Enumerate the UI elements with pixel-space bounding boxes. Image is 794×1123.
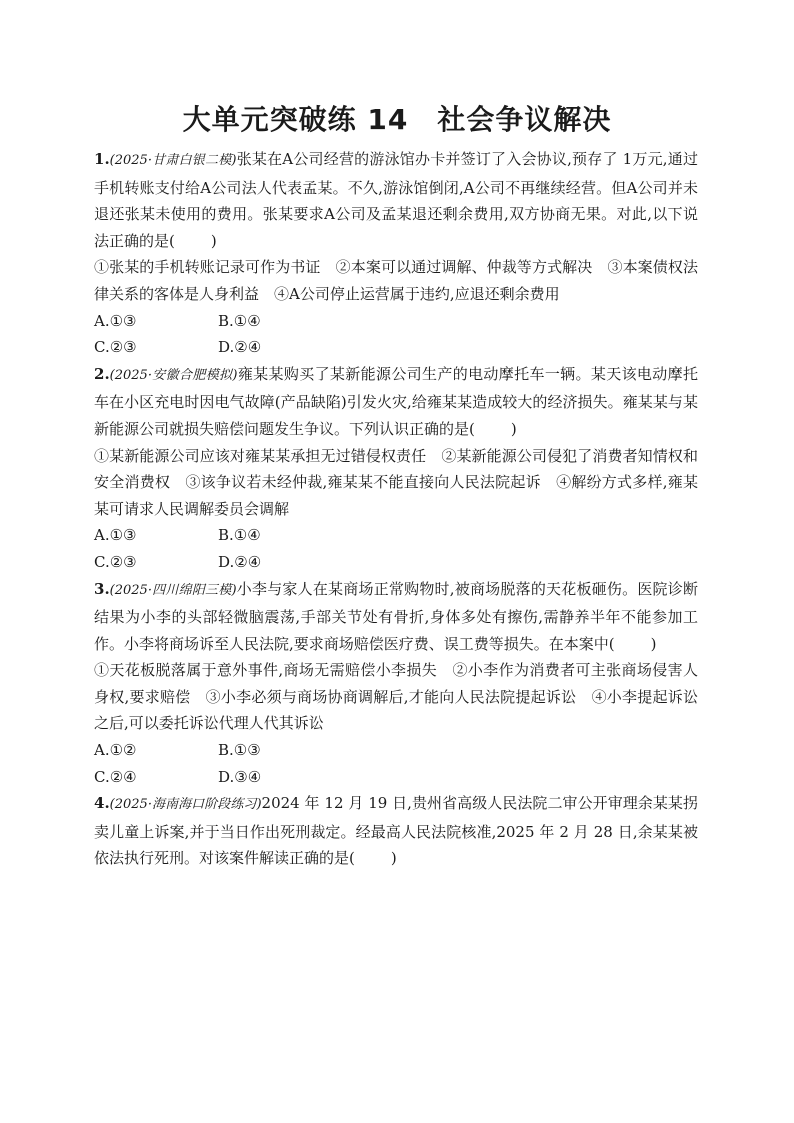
- option-c: C.②④: [94, 767, 137, 786]
- option-b: B.①④: [218, 526, 261, 545]
- options-row: [94, 522, 698, 549]
- question-1: [94, 146, 698, 361]
- question-text: 2024 年 12 月 19 日,贵州省高级人民法院二审公开审理余某某拐卖儿童上诉案,并于当日作出死刑裁定。经最高人民法院核准,2025 年 2 月 28 日,余某某被依法执行死刑。对该案件解读正确的是(: [94, 794, 698, 868]
- option-c: C.②③: [94, 552, 137, 571]
- option-d: D.②④: [218, 552, 262, 571]
- option-a: A.①②: [94, 741, 137, 760]
- options-row: [94, 549, 698, 576]
- options-row: [94, 334, 698, 361]
- question-stem: 3.(2025·四川绵阳三模)小李与家人在某商场正常购物时,被商场脱落的天花板砸伤。医院诊断结果为小李的头部轻微脑震荡,手部关节处有骨折,身体多处有擦伤,需静养半年不能参加工作。小李将商场诉至人民法院,要求商场赔偿医疗费、误工费等损失。在本案中( ): [94, 579, 698, 653]
- answer-paren-close: ): [510, 419, 517, 438]
- option-d: D.②④: [218, 338, 262, 357]
- question-stem: 1.(2025·甘肃白银二模)张某在A公司经营的游泳馆办卡并签订了入会协议,预存了 1万元,通过手机转账支付给A公司法人代表孟某。不久,游泳馆倒闭,A公司不再继续经营。但A公司并未退还张某未使用的费用。张某要求A公司及孟某退还剩余费用,双方协商无果。对此,以下说法正确的是( ): [94, 150, 698, 250]
- answer-paren-close: ): [210, 231, 217, 250]
- option-b: B.①④: [218, 311, 261, 330]
- answer-paren-close: ): [390, 849, 397, 868]
- question-text: 小李与家人在某商场正常购物时,被商场脱落的天花板砸伤。医院诊断结果为小李的头部轻微脑震荡,手部关节处有骨折,身体多处有擦伤,需静养半年不能参加工作。小李将商场诉至人民法院,要求商场赔偿医疗费、误工费等损失。在本案中(: [94, 579, 698, 653]
- question-statements: ①天花板脱落属于意外事件,商场无需赔偿小李损失 ②小李作为消费者可主张商场侵害人身权,要求赔偿 ③小李必须与商场协商调解后,才能向人民法院提起诉讼 ④小李提起诉讼之后,可以委托诉讼代理人代其诉讼: [94, 661, 698, 733]
- question-statements: ①某新能源公司应该对雍某某承担无过错侵权责任 ②某新能源公司侵犯了消费者知情权和安全消费权 ③该争议若未经仲裁,雍某某不能直接向人民法院起诉 ④解纷方式多样,雍某某可请求人民调解委员会调解: [94, 446, 698, 518]
- question-source: (2025·甘肃白银二模): [109, 153, 237, 168]
- question-list: [94, 146, 698, 872]
- option-c: C.②③: [94, 338, 137, 357]
- question-statements: ①张某的手机转账记录可作为书证 ②本案可以通过调解、仲裁等方式解决 ③本案债权法律关系的客体是人身利益 ④A公司停止运营属于违约,应退还剩余费用: [94, 258, 698, 303]
- question-3: [94, 576, 698, 791]
- question-source: (2025·四川绵阳三模): [109, 582, 237, 598]
- options-row: [94, 764, 698, 791]
- question-source: (2025·安徽合肥模拟): [109, 367, 238, 383]
- page-title: 大单元突破练 14 社会争议解决: [182, 103, 612, 136]
- question-4: [94, 790, 698, 872]
- options-row: [94, 737, 698, 764]
- question-number: 3: [94, 579, 105, 598]
- option-a: A.①③: [94, 311, 137, 330]
- answer-paren-close: ): [650, 634, 657, 653]
- option-d: D.③④: [218, 767, 262, 786]
- question-text: 张某在A公司经营的游泳馆办卡并签订了入会协议,预存了 1万元,通过手机转账支付给A公司法人代表孟某。不久,游泳馆倒闭,A公司不再继续经营。但A公司并未退还张某未使用的费用。张某要求A公司及孟某退还剩余费用,双方协商无果。对此,以下说法正确的是(: [94, 150, 698, 250]
- question-number: 1: [94, 150, 105, 168]
- question-stem: 4.(2025·海南海口阶段练习)2024 年 12 月 19 日,贵州省高级人民法院二审公开审理余某某拐卖儿童上诉案,并于当日作出死刑裁定。经最高人民法院核准,2025 年 2 月 28 日,余某某被依法执行死刑。对该案件解读正确的是( ): [94, 794, 698, 868]
- options-row: [94, 308, 698, 335]
- question-number: 4: [94, 794, 105, 813]
- option-a: A.①③: [94, 526, 137, 545]
- question-2: [94, 361, 698, 576]
- option-b: B.①③: [218, 741, 261, 760]
- question-text: 雍某某购买了某新能源公司生产的电动摩托车一辆。某天该电动摩托车在小区充电时因电气故障(产品缺陷)引发火灾,给雍某某造成较大的经济损失。雍某某与某新能源公司就损失赔偿问题发生争议。下列认识正确的是(: [94, 364, 698, 438]
- question-number: 2: [94, 364, 105, 383]
- question-source: (2025·海南海口阶段练习): [109, 797, 262, 813]
- question-stem: 2.(2025·安徽合肥模拟)雍某某购买了某新能源公司生产的电动摩托车一辆。某天该电动摩托车在小区充电时因电气故障(产品缺陷)引发火灾,给雍某某造成较大的经济损失。雍某某与某新能源公司就损失赔偿问题发生争议。下列认识正确的是( ): [94, 364, 698, 438]
